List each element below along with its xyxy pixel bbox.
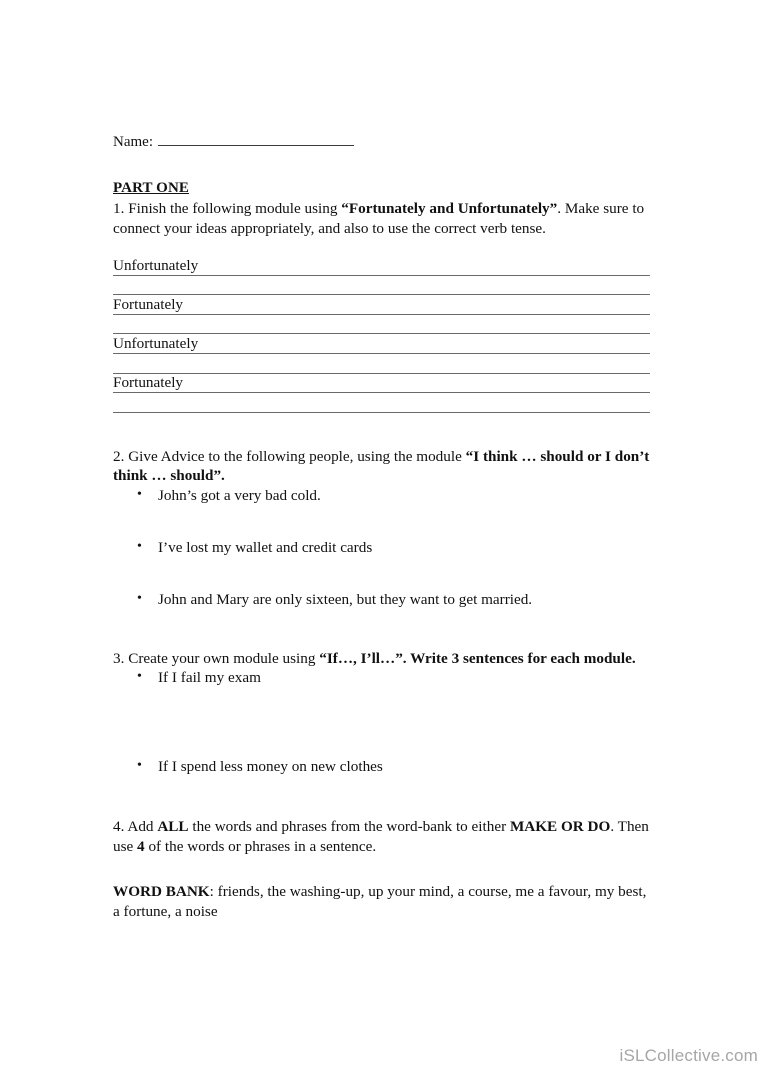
text-segment-0: 4. Add xyxy=(113,818,158,836)
text-segment-0: 3. Create your own module using xyxy=(113,649,320,667)
name-field-label: Name: xyxy=(113,134,153,150)
text-segment-0: 2. Give Advice to the following people, using the module xyxy=(113,447,466,465)
question-2-block xyxy=(113,447,650,609)
word-bank-label: WORD BANK xyxy=(113,883,210,901)
answer-line-label: Unfortunately xyxy=(113,334,199,352)
text-segment-1: ALL xyxy=(157,818,189,836)
list-item: • John and Mary are only sixteen, but they want to get married. xyxy=(113,590,650,609)
question-1-text xyxy=(113,199,650,238)
word-bank-separator: : xyxy=(209,883,218,901)
islcollective-watermark: iSLCollective.com xyxy=(619,1046,758,1065)
worksheet-content xyxy=(113,132,650,921)
question-2-bullet-list xyxy=(113,486,650,609)
answer-line-labeled[interactable] xyxy=(113,334,650,354)
answer-line-labeled[interactable] xyxy=(113,374,650,394)
question-4-block xyxy=(113,817,650,921)
list-item: • If I fail my exam xyxy=(113,668,650,687)
answer-line-label: Fortunately xyxy=(113,295,184,313)
answer-line-label: Unfortunately xyxy=(113,256,199,274)
question-3-block xyxy=(113,649,650,777)
text-segment-3: MAKE OR DO xyxy=(509,818,611,836)
part-one-heading: PART ONE xyxy=(113,180,189,196)
name-input-blank[interactable] xyxy=(158,132,354,146)
answer-line-blank[interactable] xyxy=(113,354,650,374)
answer-line-labeled[interactable] xyxy=(113,256,650,276)
text-segment-6: of the words or phrases in a sentence. xyxy=(144,837,377,855)
text-segment-1: “I think … should or I don’t think … should”. xyxy=(113,447,650,485)
answer-line-labeled[interactable] xyxy=(113,295,650,315)
answer-line-blank[interactable] xyxy=(113,393,650,413)
text-segment-1: “Fortunately and Unfortunately” xyxy=(341,200,558,217)
question-4-text xyxy=(113,817,650,856)
text-segment-1: “If…, I’ll…”. Write 3 sentences for each module. xyxy=(319,649,636,667)
question-3-text xyxy=(113,649,650,669)
answer-line-blank[interactable] xyxy=(113,315,650,335)
text-segment-2: . Make sure to connect your ideas appropriately, and also to use the correct verb tense. xyxy=(113,200,645,237)
question-1-answer-lines xyxy=(113,256,650,413)
list-item: • John’s got a very bad cold. xyxy=(113,486,650,505)
answer-line-blank[interactable] xyxy=(113,276,650,296)
word-bank xyxy=(113,882,650,921)
question-3-bullet-list xyxy=(113,668,650,776)
answer-line-label: Fortunately xyxy=(113,374,184,392)
list-item: • I’ve lost my wallet and credit cards xyxy=(113,538,650,557)
text-segment-0: 1. Finish the following module using xyxy=(113,200,342,217)
name-field-row xyxy=(113,132,650,152)
word-bank-items: friends, the washing-up, up your mind, a course, me a favour, my best, a fortune, a noise xyxy=(113,883,647,920)
text-segment-5: 4 xyxy=(137,837,145,855)
list-item: • If I spend less money on new clothes xyxy=(113,757,650,776)
question-2-text xyxy=(113,447,650,486)
text-segment-2: the words and phrases from the word-bank to either xyxy=(188,818,510,836)
question-1-block xyxy=(113,199,650,413)
text-segment-4: . Then use xyxy=(113,818,649,855)
